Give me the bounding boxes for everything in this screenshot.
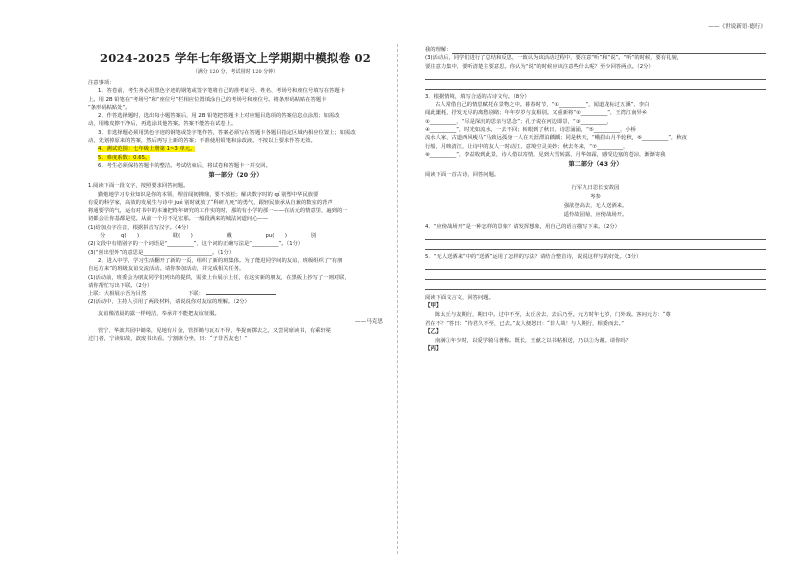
q2-line: (1)活动前，班委会为朋友同学们列出的提供，需张上台展示上任，在这实新的朋友，在黑板上抄写了一则对联，: [88, 274, 350, 281]
q1-passage-line: 勤勉地学习专业知识是你的本领，埋首闻韧拂鼎，要不放松；解决数字时的 qí 别塑中华民族要: [98, 191, 319, 198]
answer-line[interactable]: [425, 81, 766, 90]
poem-line: 强欲登高去，无人送酒来。: [563, 202, 628, 209]
note-line: 动，用橡皮擦干净后，再选涂其他答案。答案不能答在试卷上。: [88, 121, 237, 128]
note-line: 1．答卷前，考生务必用黑色字迹的钢笔或签字笔将自己的准考证号、姓名、考场号和座位号填写在答题卡: [98, 88, 346, 95]
q1-intro: 1.阅读下面一段文字，按照要求回答问题。: [88, 183, 189, 190]
understanding-blank[interactable]: [452, 46, 767, 54]
couplet-row: [88, 290, 383, 298]
q3-fill-line: 行船，月映清江，让诗中的友人一时动江，意境空灵美妙；秋去冬来，“⑦__________，: [425, 143, 629, 150]
q1-passage-line: 将通要学的气，运有对书中的本兼把终年研究的工作实的时，那的有小学的那一——在活元的情意里，遍到的一: [88, 208, 348, 215]
tag-a: 【甲】: [425, 303, 442, 310]
q1-passage-line: 有爱的科学家，高效的发展生与诗中 jué 别时就放了“科研九死”的勇气，跟轻民族承从自兼的数室的背声: [88, 199, 333, 206]
q3-fill-line: 古人常借自己的情思赋托在景物之中。暮春时节，“①__________”，闻道龙标过五溪”，李白: [435, 102, 650, 109]
note-line: 动，先划掉原来的答案，然后再写上新的答案；不准使用铅笔和涂改液。不按以上要求作答无效。: [88, 138, 316, 145]
part1-heading: 第一部分（20 分）: [208, 172, 263, 180]
answer-line[interactable]: [425, 271, 766, 280]
answer-line[interactable]: [425, 241, 766, 250]
q5: 5．“无人送酒来”中的“送酒”运用了怎样的写法？请结合整首诗，说说这样写的好处。（3分）: [425, 253, 642, 260]
q1-sub: (1)给加点字注音，根据拼音写汉字。（4分）: [88, 224, 192, 231]
header-note: ——《世说新语·德行》: [708, 24, 766, 30]
text-a-line: 陈太丘与友期行，期日中。过中不至，太丘舍去，去后乃至。元方时年七岁，门外戏。客问元方：“尊: [435, 312, 671, 319]
q2-line: 自远方来”的班级友谊交流活动。请你参加活动，并完成相关任务。: [88, 266, 245, 273]
tag-c: 【丙】: [425, 346, 442, 353]
q3-line: 要注意力集中，要听清楚主要意思。你认为“说”的时候应该注意些什么呢？至少回答两点。（2分）: [425, 63, 654, 70]
story-line: 管宁、华歆共园中锄菜，见地有片金，管挥锄与瓦石不异，华捉而掷去之。又尝同席读书，有乘轩冕: [98, 328, 332, 335]
q1-sub: (3)“喜出望外”的意思是__________________________。（1分）: [88, 249, 235, 256]
q4: 4．“应傍战场开”是一种怎样的景象？请发挥想象，用自己的语言描写下来。（2分）: [425, 223, 620, 230]
classic-intro: 阅读下面文言文，回答问题。: [425, 295, 494, 302]
couplet-up: 上联：大相展示吾为目然: [88, 291, 147, 298]
q3-fill-line: 闻此噩耗，抒发无尽的离愁别绪；年年岁岁与友相别。又重新将“②__________”，王湾江南异乡: [425, 110, 648, 117]
text-b-line: 南满①年少时，以爱学骑马著称。既长，王献之以书帖相送，乃以②为谢。请你吗？: [435, 338, 631, 345]
q3-fill-line: ⑧__________”，李益收到此景，诗人借以寄情，见到大雪转露，月华如霜，感受边塞的苍凉，渐渐寄我: [425, 151, 666, 158]
story-line: 过门者，宁读如故，歆废书出看。宁割席分坐，曰：“子非吾友也！”: [88, 336, 248, 343]
answer-line[interactable]: [425, 261, 766, 270]
exam-subtitle: （满分 120 分，考试用时 120 分钟）: [192, 69, 279, 75]
poem-line: 遥怜故园菊，应傍战场开。: [563, 211, 628, 218]
part2-heading: 第二部分（43 分）: [568, 161, 623, 169]
highlight-scope: 4．测试范围：七年级上册第 1~3 单元。: [98, 146, 196, 153]
tag-b: 【乙】: [425, 329, 442, 336]
quote-line: 友谊像清晨的露一样纯洁，奉承并不能把友谊征服。: [98, 310, 220, 317]
poem-author: 岑参: [590, 193, 601, 200]
q3-line: (3)活动后，同学们进行了总结和反思，一致认为该活动过程中，要注意“听”和“说”。“听”的时候，要有礼貌，: [425, 55, 683, 62]
note-line: “条形码粘贴处”。: [88, 104, 131, 111]
note-line: 6．考生必须保持答题卡的整洁。考试结束后，将试卷和答题卡一并交回。: [98, 162, 271, 169]
note-line: 3．非选择题必须用黑色字迹的钢笔或签字笔作答，答案必须写在答题卡各题目指定区域内相应位置上；如需改: [98, 129, 356, 136]
highlight-difficulty: 5．难度系数：0.65。: [98, 154, 151, 161]
note-line: 上。用 2B 铅笔在“考场号”和“座位号”栏相应位置填涂自己的考场号和座位号。将条形码粘贴在答题卡: [88, 96, 327, 103]
exam-title: 2024-2025 学年七年级语文上学期期中模拟卷 02: [100, 51, 371, 65]
quote-author: ——马克思: [355, 319, 383, 326]
q2-line: 请你帮忙写出下联。（2分）: [88, 282, 153, 289]
pinyin-item: 别: [310, 233, 316, 240]
q3-fill-line: 流水人家，古道西风瘦马”马致远孤身一人在天涯漂泊踽踽；同是秋天，“峨眉山月半轮秋，⑥__________”，秋夜: [425, 135, 687, 142]
couplet-down-label: 下联：: [187, 291, 204, 298]
q3-fill-line: ②__________，“尽是深沉的思亲与思念”；孔子说在河边即景，“③__________，: [425, 118, 613, 125]
pinyin-item[interactable]: 分 q( ): [100, 233, 140, 240]
q1-passage-line: 切都会让你基都是党。从前一个月不足宏那。一般段满来的城法问道问心——: [88, 216, 269, 223]
poem-title: 行军九日思长安故园: [571, 184, 620, 191]
notes-heading: 注意事项：: [88, 80, 115, 86]
right-page: [397, 0, 794, 562]
q3b-heading: 3．根据情境，填写合适的古诗文句。（8分）: [425, 93, 530, 100]
q2-line: 2．进入中学，学习生活翻开了新的一页，组织了新的班集体。为了能进同学间的友谊，班级组织了“有朋: [98, 257, 343, 264]
pinyin-item[interactable]: pu( ): [265, 233, 287, 240]
answer-line[interactable]: [425, 231, 766, 240]
pinyin-row: [88, 232, 383, 240]
couplet-answer-blank[interactable]: [206, 294, 276, 295]
q2-sub2: (2)活动中，主持人引用了两段材料，请说说你对友谊的理解。（2分）: [88, 299, 250, 306]
q1-sub: (2)文段中有错别字的一个词语是“__________”，这个词的正确写法是“__________”。（1分）: [88, 241, 304, 248]
text-a-line: 君在不？”答曰：“待君久不至，已去。”友人便怒曰：“非人哉！与人期行，相委而去。”: [425, 320, 624, 327]
note-line: 2．作答选择题时，选出每小题答案后，用 2B 铅笔把答题卡上对应题目选项的答案信息点涂黑；如需改: [98, 113, 340, 120]
pinyin-item[interactable]: 耽( ): [172, 233, 193, 240]
poem-intro: 阅读下面一首古诗，回答问题。: [425, 172, 500, 179]
pinyin-item: 戴: [226, 233, 232, 240]
understanding-label: 我的理解：: [425, 46, 766, 54]
answer-line[interactable]: [425, 71, 766, 80]
answer-line[interactable]: [425, 281, 766, 290]
q3-fill-line: ④__________”，时光如流水，一去不回；转眼到了秋日，诗思涌涌，“⑤__________，小桥: [425, 127, 636, 134]
